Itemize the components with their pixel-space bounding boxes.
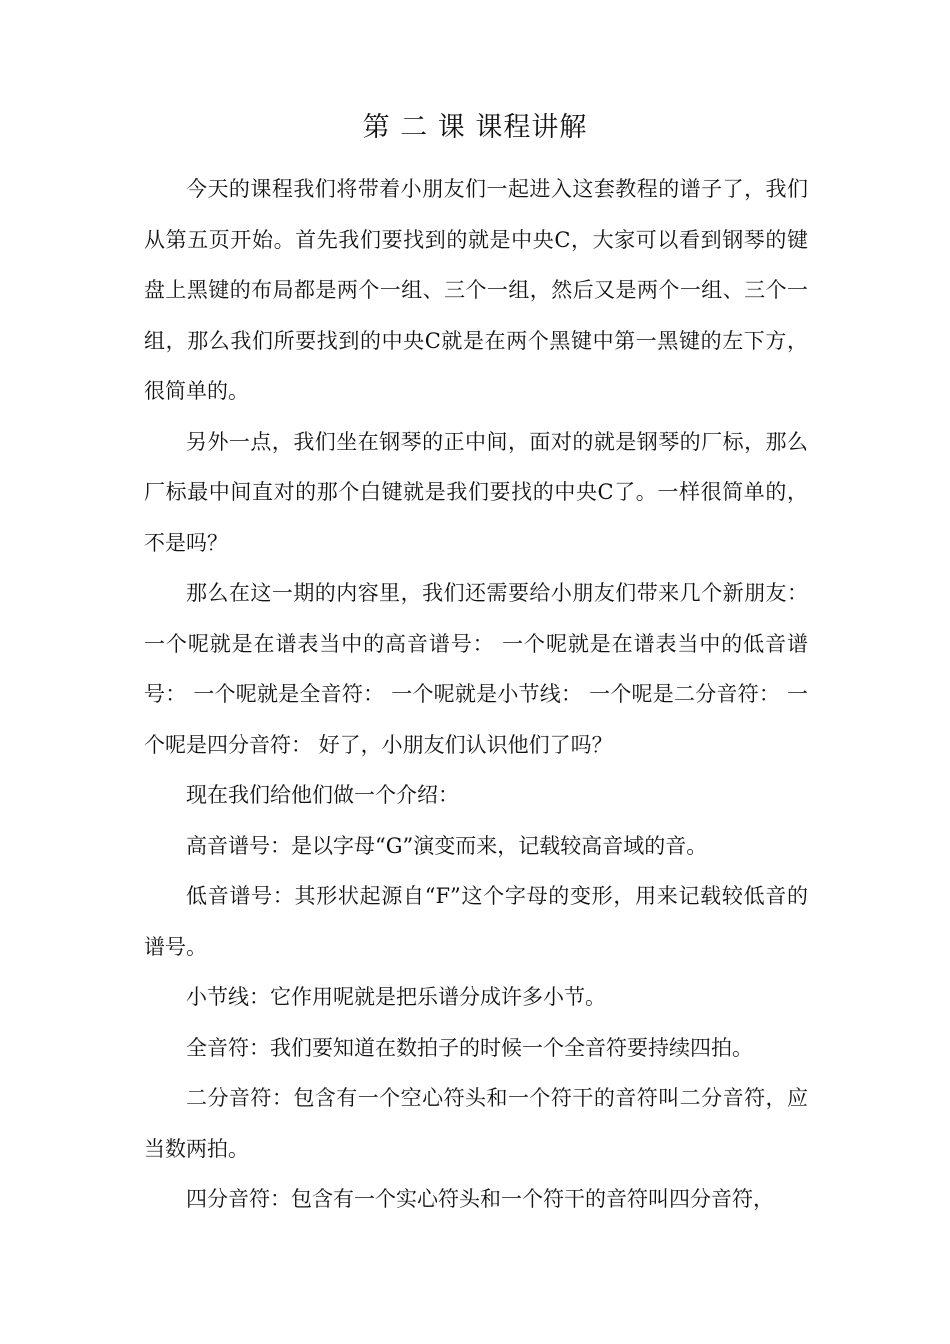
paragraph-new-friends: 那么在这一期的内容里，我们还需要给小朋友们带来几个新朋友： 一个呢就是在谱表当中的高音谱号： 一个呢就是在谱表当中的低音谱号： 一个呢就是全音符： 一个呢就是小节线： 一个呢是二分音符： 一个呢是四分音符： 好了，小朋友们认识他们了吗？ bbox=[144, 581, 808, 757]
paragraph-brand-mark: 另外一点，我们坐在钢琴的正中间，面对的就是钢琴的厂标，那么厂标最中间直对的那个白键就是我们要找的中央C了。一样很简单的，不是吗？ bbox=[144, 429, 808, 555]
paragraph-intro: 今天的课程我们将带着小朋友们一起进入这套教程的谱子了，我们从第五页开始。首先我们要找到的就是中央C，大家可以看到钢琴的键盘上黑键的布局都是两个一组、三个一组，然后又是两个一组、三个一组，那么我们所要找到的中央C就是在两个黑键中第一黑键的左下方，很简单的。 bbox=[144, 177, 808, 403]
paragraph-whole-note: 全音符：我们要知道在数拍子的时候一个全音符要持续四拍。 bbox=[186, 1035, 753, 1060]
paragraph-bass-clef: 低音谱号：其形状起源自“F”这个字母的变形，用来记载较低音的谱号。 bbox=[144, 884, 808, 959]
paragraph-introduction: 现在我们给他们做一个介绍： bbox=[186, 783, 459, 807]
page-title: 第 二 课 课程讲解 bbox=[362, 112, 588, 143]
paragraph-bar-line: 小节线：它作用呢就是把乐谱分成许多小节。 bbox=[186, 985, 606, 1009]
paragraph-half-note: 二分音符：包含有一个空心符头和一个符干的音符叫二分音符，应当数两拍。 bbox=[144, 1086, 808, 1161]
paragraph-treble-clef: 高音谱号：是以字母“G”演变而来，记载较高音域的音。 bbox=[186, 833, 708, 858]
paragraph-quarter-note: 四分音符：包含有一个实心符头和一个符干的音符叫四分音符， bbox=[186, 1187, 774, 1211]
document-body bbox=[144, 164, 808, 1225]
